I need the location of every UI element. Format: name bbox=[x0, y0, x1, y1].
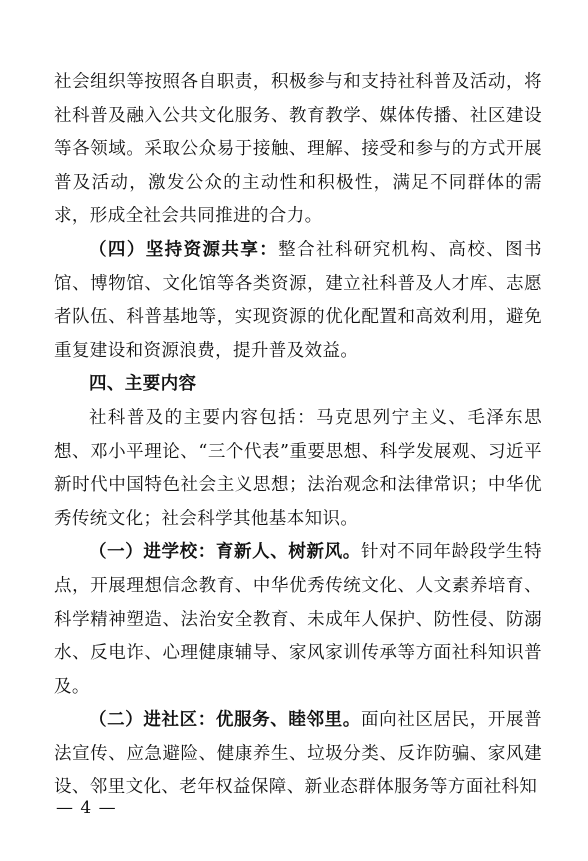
paragraph-lead: （一）进学校：育新人、树新风。 bbox=[89, 542, 361, 563]
paragraph-resource-sharing bbox=[54, 234, 542, 368]
paragraph-lead: （四）坚持资源共享： bbox=[89, 239, 279, 260]
document-body bbox=[54, 66, 542, 805]
paragraph-text: 社科普及的主要内容包括：马克思列宁主义、毛泽东思想、邓小平理论、“三个代表”重要思想、科学发展观、习近平新时代中国特色社会主义思想；法治观念和法律常识；中华优秀传统文化；社会科学其他基本知识。 bbox=[54, 407, 542, 529]
section-heading: 四、主要内容 bbox=[89, 374, 197, 395]
paragraph-social-organizations bbox=[54, 66, 542, 234]
paragraph-schools bbox=[54, 536, 542, 704]
paragraph-text: 针对不同年龄段学生特点，开展理想信念教育、中华优秀传统文化、人文素养培育、科学精神塑造、法治安全教育、未成年人保护、防性侵、防溺水、反电诈、心理健康辅导、家风家训传承等方面社科知识普及。 bbox=[54, 542, 542, 697]
page-number: — 4 — bbox=[56, 798, 117, 818]
paragraph-lead: （二）进社区：优服务、睦邻里。 bbox=[89, 710, 361, 731]
paragraph-text: 面向社区居民，开展普法宣传、应急避险、健康养生、垃圾分类、反诈防骗、家风建设、邻里文化、老年权益保障、新业态群体服务等方面社科知 bbox=[54, 710, 542, 798]
paragraph-main-content bbox=[54, 402, 542, 536]
paragraph-text: 社会组织等按照各自职责，积极参与和支持社科普及活动，将社科普及融入公共文化服务、教育教学、媒体传播、社区建设等各领域。采取公众易于接触、理解、接受和参与的方式开展普及活动，激发公众的主动性和积极性，满足不同群体的需求，形成全社会共同推进的合力。 bbox=[54, 72, 542, 227]
paragraph-text: 整合社科研究机构、高校、图书馆、博物馆、文化馆等各类资源，建立社科普及人才库、志愿者队伍、科普基地等，实现资源的优化配置和高效利用，避免重复建设和资源浪费，提升普及效益。 bbox=[54, 239, 542, 361]
paragraph-communities bbox=[54, 704, 542, 805]
